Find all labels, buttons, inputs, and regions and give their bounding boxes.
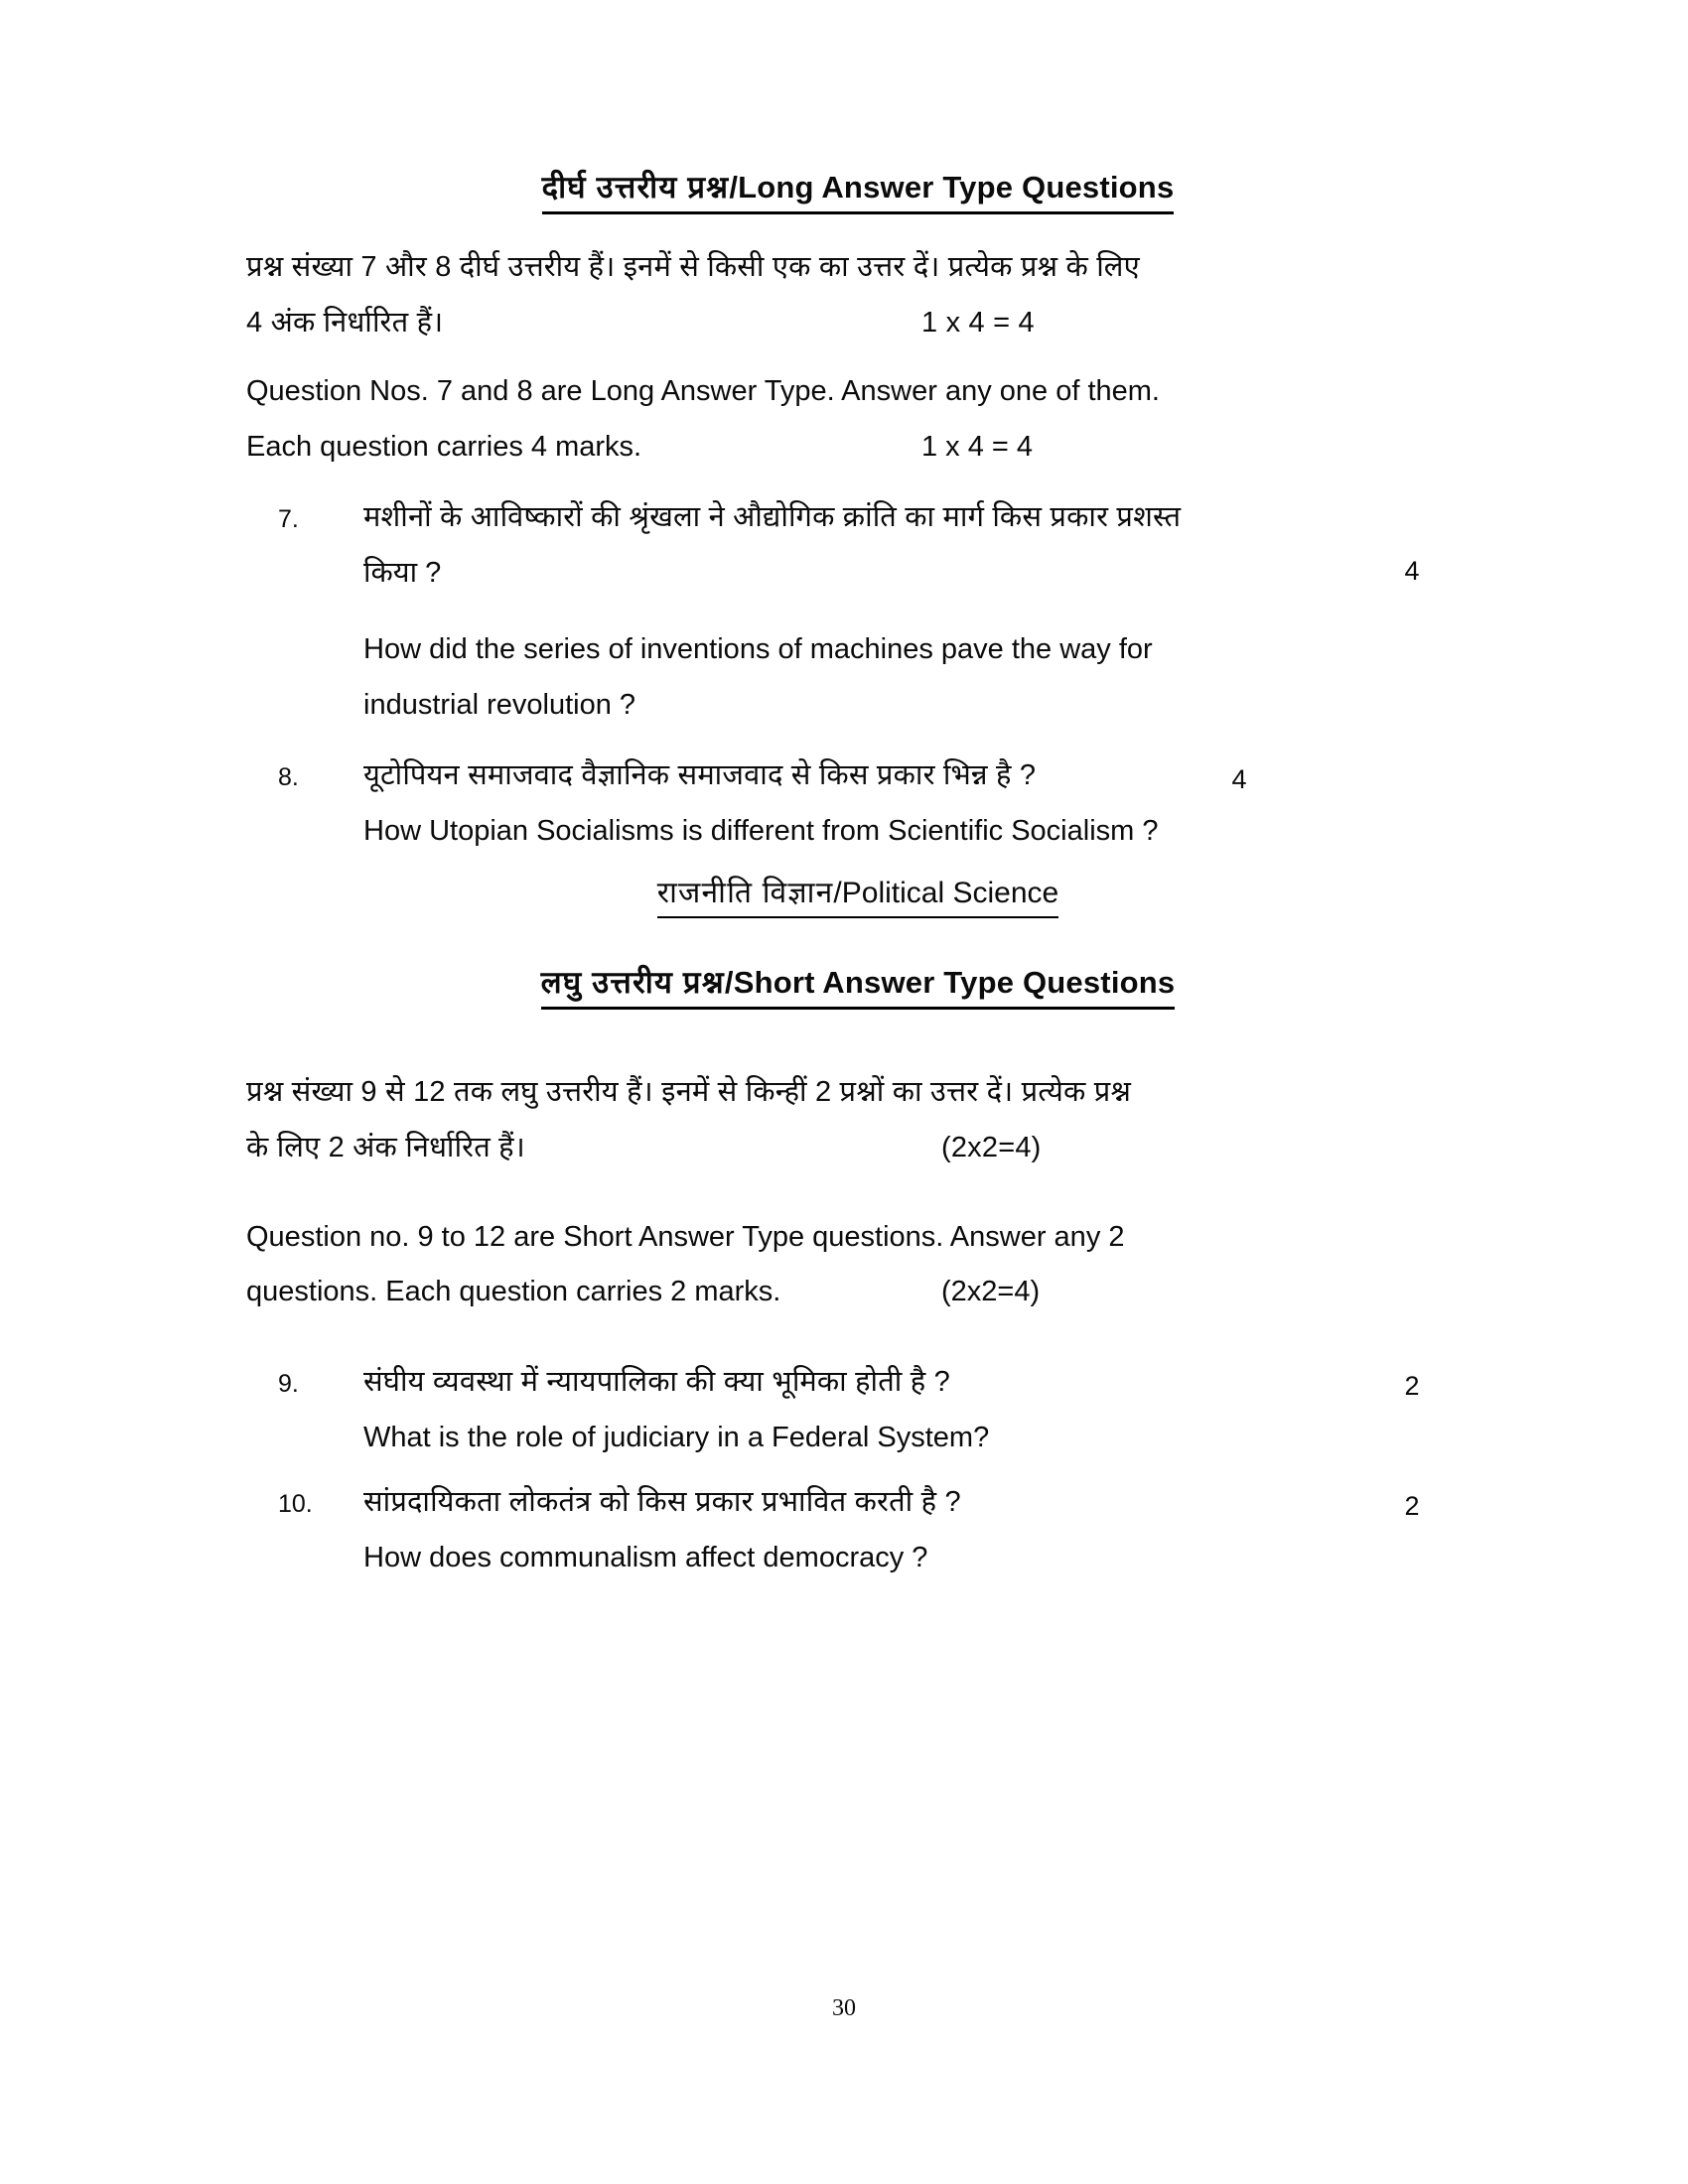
long-answer-instruction-hindi-tail: 4 अंक निर्धारित हैं। — [246, 306, 444, 339]
short-answer-instruction-english-marks: (2x2=4) — [941, 1276, 1041, 1308]
question-10-english-line-1-wrap — [246, 1530, 1470, 1586]
political-science-heading-hindi: राजनीति विज्ञान — [656, 876, 834, 909]
question-7-hindi-line-2: किया ? — [363, 557, 442, 590]
question-9-body — [324, 1354, 1470, 1411]
question-number-10: 10. — [278, 1489, 313, 1518]
short-answer-instruction-english-main: Question no. 9 to 12 are Short Answer Type questions. Answer any 2 — [246, 1220, 1125, 1253]
political-science-heading-separator: / — [833, 876, 842, 909]
question-7-body — [324, 489, 1470, 546]
question-7-hindi-line-1: मशीनों के आविष्कारों की श्रृंखला ने औद्योगिक क्रांति का मार्ग किस प्रकार प्रशस्त — [363, 500, 1182, 533]
short-answer-instruction-hindi-main: प्रश्न संख्या 9 से 12 तक लघु उत्तरीय हैं। इनमें से किन्हीं 2 प्रश्नों का उत्तर दें। प्रत्येक प्रश्न — [246, 1076, 1132, 1109]
political-science-heading-english: Political Science — [841, 876, 1059, 909]
question-8-marks: 4 — [1231, 763, 1247, 794]
long-answer-instruction-hindi — [246, 240, 1470, 350]
short-answer-heading-english: Short Answer Type Questions — [733, 965, 1176, 1001]
short-answer-heading-hindi: लघु उत्तरीय प्रश्न — [540, 965, 725, 1001]
long-answer-instruction-english — [246, 364, 1470, 475]
question-10-marks: 2 — [1404, 1490, 1420, 1521]
question-9-english-line-1: What is the role of judiciary in a Federal System? — [363, 1422, 990, 1454]
question-7-hindi-continuation — [246, 545, 1470, 602]
short-answer-instruction-english — [246, 1210, 1470, 1320]
short-answer-instruction-english-tail: questions. Each question carries 2 marks. — [246, 1276, 781, 1308]
question-10-english-line-1: How does communalism affect democracy ? — [363, 1542, 928, 1574]
long-answer-instruction-english-tail: Each question carries 4 marks. — [246, 430, 642, 463]
question-number-9: 9. — [278, 1369, 299, 1398]
short-answer-instruction-hindi — [246, 1065, 1470, 1175]
long-answer-heading-hindi: दीर्घ उत्तरीय प्रश्न — [541, 170, 730, 205]
question-item-9 — [246, 1354, 1470, 1411]
long-answer-instruction-english-marks: 1 x 4 = 4 — [921, 430, 1034, 463]
question-9-marks: 2 — [1404, 1370, 1420, 1401]
question-8-hindi-line-1: यूटोपियन समाजवाद वैज्ञानिक समाजवाद से किस प्रकार भिन्न है ? — [363, 758, 1037, 791]
page-number: 30 — [832, 1995, 856, 2021]
question-item-8 — [246, 748, 1470, 804]
question-8-english-line-1-wrap — [246, 803, 1470, 860]
question-8-english-line-1: How Utopian Socialisms is different from Scientific Socialism ? — [363, 815, 1159, 848]
long-answer-instruction-hindi-main: प्रश्न संख्या 7 और 8 दीर्घ उत्तरीय हैं। इनमें से किसी एक का उत्तर दें। प्रत्येक प्रश्न के लिए — [246, 250, 1140, 283]
short-answer-heading-separator: / — [724, 965, 734, 1001]
short-answer-instruction-hindi-marks: (2x2=4) — [941, 1131, 1042, 1163]
question-7-english-line-1: How did the series of inventions of machines pave the way for — [363, 632, 1153, 665]
question-10-body — [324, 1474, 1470, 1531]
short-answer-instruction-hindi-tail: के लिए 2 अंक निर्धारित हैं। — [246, 1131, 525, 1163]
long-answer-heading-english: Long Answer Type Questions — [738, 170, 1175, 205]
long-answer-heading-separator: / — [729, 170, 739, 205]
long-answer-section-heading — [246, 167, 1470, 214]
question-7-english-line-2: industrial revolution ? — [363, 689, 636, 722]
question-item-10 — [246, 1474, 1470, 1531]
question-9-english-line-1-wrap — [246, 1410, 1470, 1466]
question-number-7: 7. — [278, 504, 299, 533]
long-answer-instruction-hindi-marks: 1 x 4 = 4 — [921, 306, 1035, 339]
question-7-english-line-1-wrap — [246, 621, 1470, 678]
question-number-8: 8. — [278, 762, 299, 791]
question-7-english-line-2-wrap — [246, 677, 1470, 734]
question-item-7 — [246, 489, 1470, 546]
question-9-hindi-line-1: संघीय व्यवस्था में न्यायपालिका की क्या भूमिका होती है ? — [363, 1365, 950, 1398]
page-content — [246, 167, 1470, 1586]
political-science-subject-heading — [246, 874, 1470, 919]
question-10-hindi-line-1: सांप्रदायिकता लोकतंत्र को किस प्रकार प्रभावित करती है ? — [363, 1485, 961, 1518]
question-7-marks: 4 — [1404, 556, 1420, 587]
question-8-body — [324, 748, 1470, 804]
long-answer-instruction-english-main: Question Nos. 7 and 8 are Long Answer Type. Answer any one of them. — [246, 375, 1160, 408]
short-answer-section-heading — [246, 962, 1470, 1010]
